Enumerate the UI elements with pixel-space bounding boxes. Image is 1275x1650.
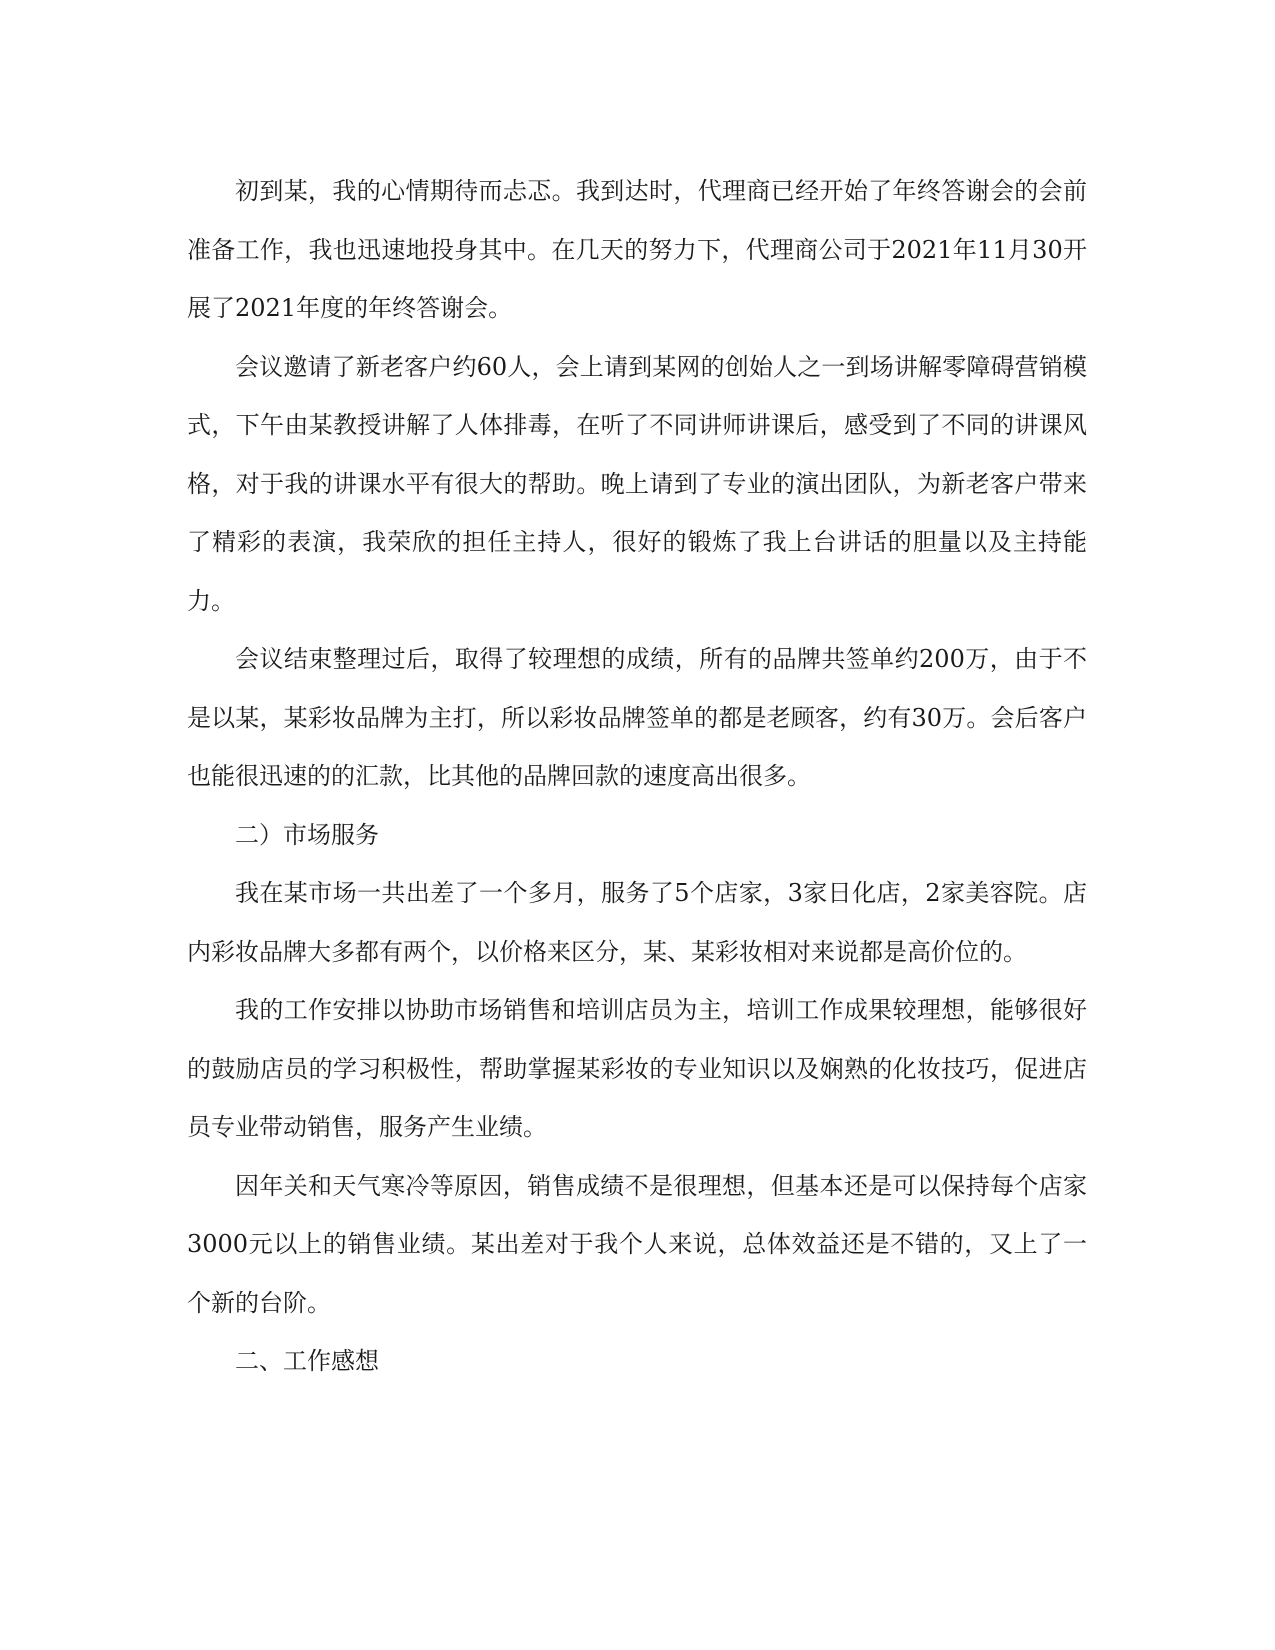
paragraph-arrival: 初到某，我的心情期待而忐忑。我到达时，代理商已经开始了年终答谢会的会前准备工作，我也迅速地投身其中。在几天的努力下，代理商公司于2021年11月30开展了2021年度的年终答谢会。 [187, 177, 1087, 322]
section-heading-market-service: 二）市场服务 [235, 820, 379, 849]
paragraph-work-arrangement: 我的工作安排以协助市场销售和培训店员为主，培训工作成果较理想，能够很好的鼓励店员的学习积极性，帮助掌握某彩妆的专业知识以及娴熟的化妆技巧，促进店员专业带动销售，服务产生业绩。 [187, 996, 1087, 1141]
paragraph-meeting: 会议邀请了新老客户约60人，会上请到某网的创始人之一到场讲解零障碍营销模式，下午由某教授讲解了人体排毒，在听了不同讲师讲课后，感受到了不同的讲课风格，对于我的讲课水平有很大的帮助。晚上请到了专业的演出团队，为新老客户带来了精彩的表演，我荣欣的担任主持人，很好的锻炼了我上台讲话的胆量以及主持能力。 [187, 352, 1087, 615]
paragraph-business-trip: 我在某市场一共出差了一个多月，服务了5个店家，3家日化店，2家美容院。店内彩妆品牌大多都有两个，以价格来区分，某、某彩妆相对来说都是高价位的。 [187, 879, 1087, 966]
paragraph-results: 会议结束整理过后，取得了较理想的成绩，所有的品牌共签单约200万，由于不是以某，某彩妆品牌为主打，所以彩妆品牌签单的都是老顾客，约有30万。会后客户也能很迅速的的汇款，比其他的品牌回款的速度高出很多。 [187, 645, 1087, 790]
document-body [187, 162, 1087, 1391]
paragraph-sales-performance: 因年关和天气寒冷等原因，销售成绩不是很理想，但基本还是可以保持每个店家3000元以上的销售业绩。某出差对于我个人来说，总体效益还是不错的，又上了一个新的台阶。 [187, 1171, 1087, 1317]
section-heading-work-reflections: 二、工作感想 [235, 1347, 379, 1375]
